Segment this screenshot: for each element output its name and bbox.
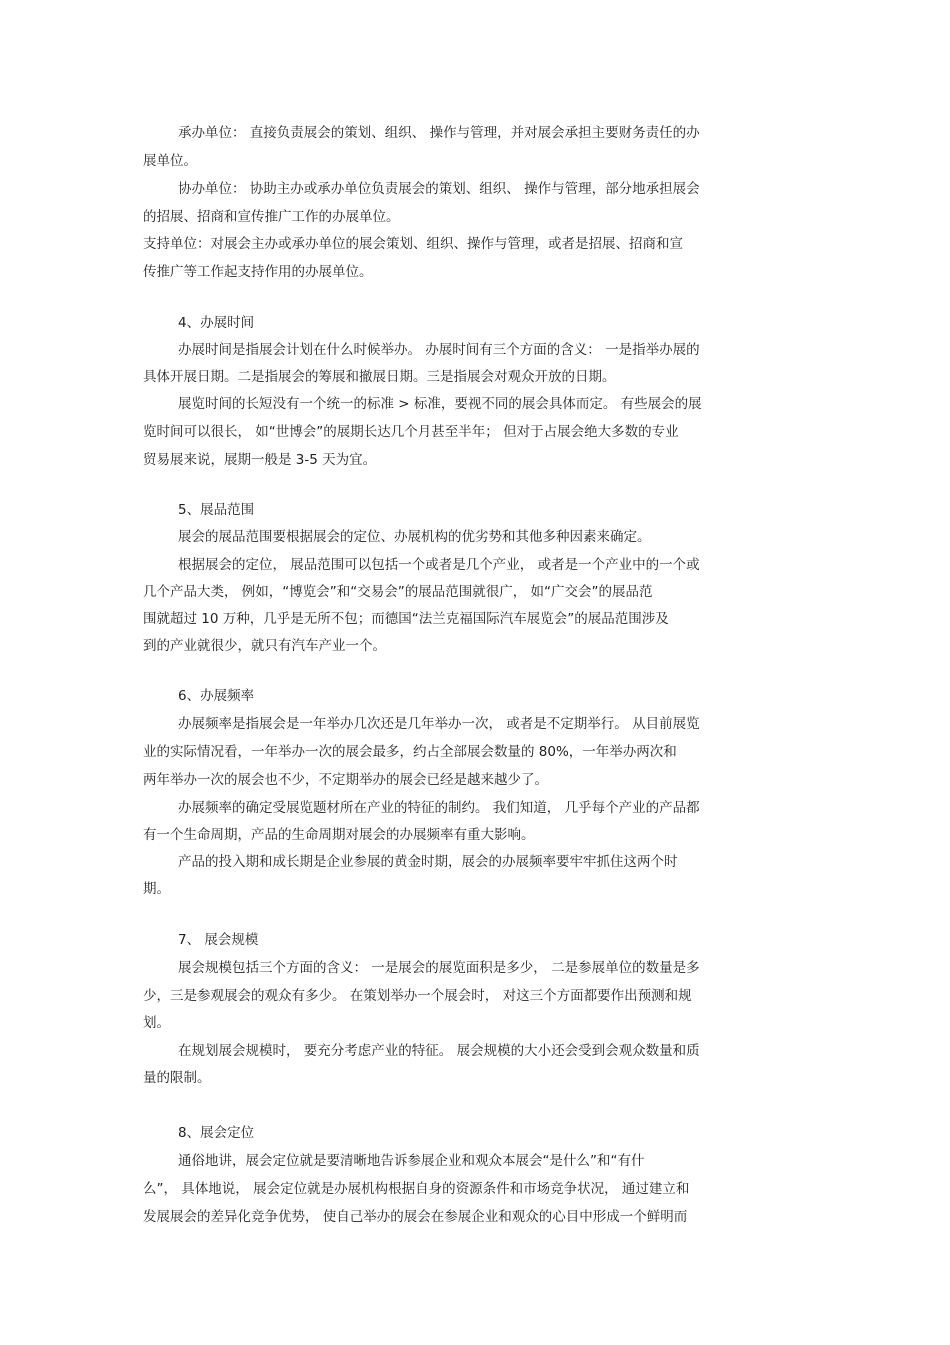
section-heading: 5、展品范围: [178, 502, 255, 518]
text-line: 少，三是参观展会的观众有多少。 在策划举办一个展会时， 对这三个方面都要作出预测和规: [143, 988, 692, 1004]
text-line: 展单位。: [143, 153, 197, 169]
section-heading: 7、 展会规模: [178, 932, 259, 948]
text-line: 支持单位：对展会主办或承办单位的展会策划、组织、操作与管理，或者是招展、招商和宣: [143, 236, 683, 252]
text-line: 业的实际情况看，一年举办一次的展会最多，约占全部展会数量的 80%，一年举办两次和: [143, 744, 677, 760]
text-line: 展览时间的长短没有一个统一的标准 > 标准，要视不同的展会具体而定。 有些展会的展: [178, 396, 702, 412]
text-line: 传推广等工作起支持作用的办展单位。: [143, 264, 373, 280]
text-line: 在规划展会规模时， 要充分考虑产业的特征。 展会规模的大小还会受到会观众数量和质: [178, 1043, 700, 1059]
text-line: 围就超过 10 万种，几乎是无所不包；而德国“法兰克福国际汽车展览会”的展品范围涉及: [143, 611, 669, 627]
section-heading: 8、展会定位: [178, 1125, 255, 1141]
text-line: 两年举办一次的展会也不少，不定期举办的展会已经是越来越少了。: [143, 772, 548, 788]
text-line: 贸易展来说，展期一般是 3-5 天为宜。: [143, 452, 377, 468]
text-line: 办展频率是指展会是一年举办几次还是几年举办一次， 或者是不定期举行。 从目前展览: [178, 716, 700, 732]
text-line: 览时间可以很长， 如“世博会”的展期长达几个月甚至半年； 但对于占展会绝大多数的专业: [143, 424, 679, 440]
text-line: 协办单位： 协助主办或承办单位负责展会的策划、组织、 操作与管理，部分地承担展会: [178, 181, 700, 197]
text-line: 期。: [143, 881, 170, 897]
section-heading: 6、办展频率: [178, 688, 255, 704]
text-line: 量的限制。: [143, 1070, 211, 1086]
text-line: 产品的投入期和成长期是企业参展的黄金时期，展会的办展频率要牢牢抓住这两个时: [178, 854, 678, 870]
text-line: 的招展、招商和宣传推广工作的办展单位。: [143, 209, 400, 225]
text-line: 承办单位： 直接负责展会的策划、组织、 操作与管理，并对展会承担主要财务责任的办: [178, 125, 700, 141]
text-line: 么”， 具体地说， 展会定位就是办展机构根据自身的资源条件和市场竞争状况， 通过建立和: [143, 1181, 690, 1197]
text-line: 展会规模包括三个方面的含义： 一是展会的展览面积是多少， 二是参展单位的数量是多: [178, 960, 700, 976]
text-line: 根据展会的定位， 展品范围可以包括一个或者是几个产业， 或者是一个产业中的一个或: [178, 557, 700, 573]
text-line: 划。: [143, 1015, 170, 1031]
text-line: 办展频率的确定受展览题材所在产业的特征的制约。 我们知道， 几乎每个产业的产品都: [178, 800, 700, 816]
text-line: 几个产品大类， 例如，“博览会”和“交易会”的展品范围就很广， 如“广交会”的展品范: [143, 584, 653, 600]
section-heading: 4、办展时间: [178, 315, 255, 331]
text-line: 到的产业就很少，就只有汽车产业一个。: [143, 638, 386, 654]
text-line: 有一个生命周期，产品的生命周期对展会的办展频率有重大影响。: [143, 827, 535, 843]
text-line: 具体开展日期。二是指展会的筹展和撤展日期。三是指展会对观众开放的日期。: [143, 369, 616, 385]
text-line: 通俗地讲，展会定位就是要清晰地告诉参展企业和观众本展会“是什么”和“有什: [178, 1153, 645, 1169]
text-line: 办展时间是指展会计划在什么时候举办。 办展时间有三个方面的含义： 一是指举办展的: [178, 342, 700, 358]
text-line: 发展展会的差异化竞争优势， 使自己举办的展会在参展企业和观众的心目中形成一个鲜明而: [143, 1209, 688, 1225]
text-line: 展会的展品范围要根据展会的定位、办展机构的优劣势和其他多种因素来确定。: [178, 529, 651, 545]
